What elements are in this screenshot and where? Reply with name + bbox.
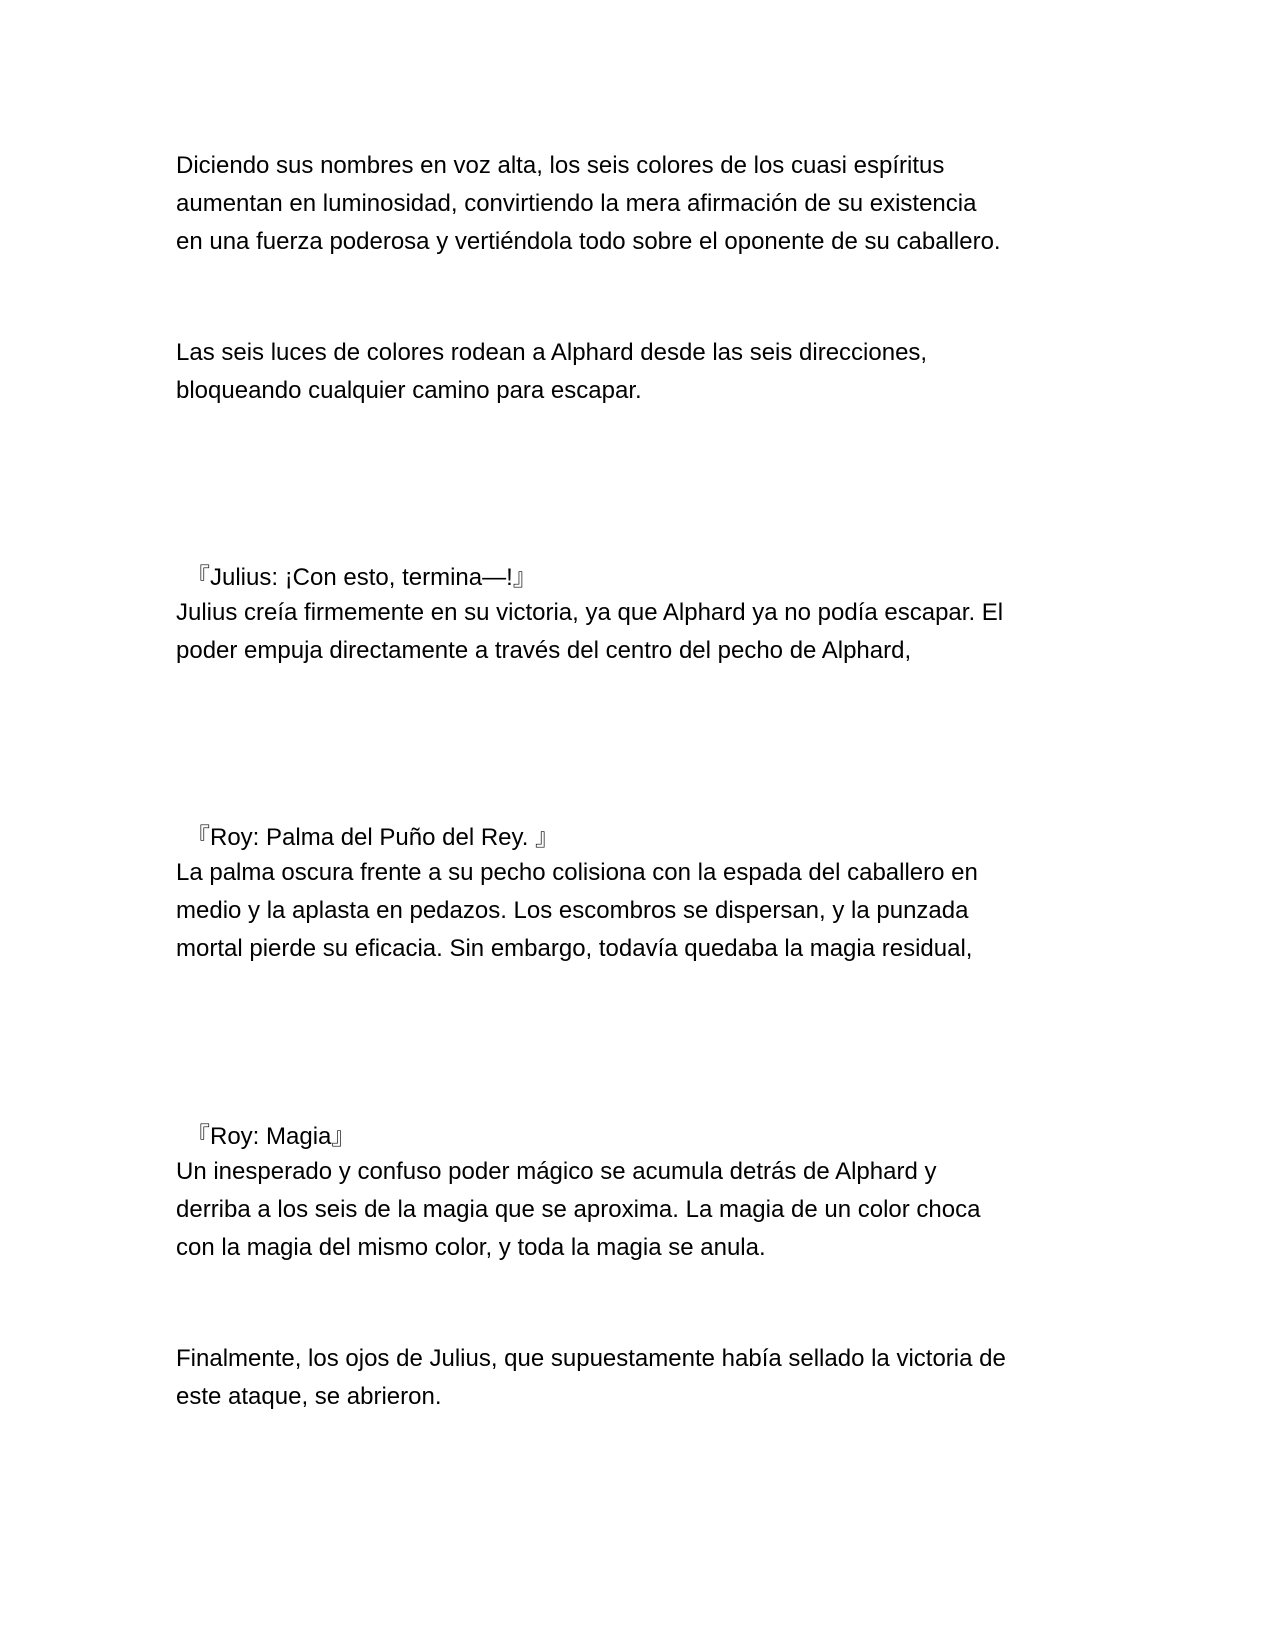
paragraph	[176, 147, 1106, 261]
text-line: poder empuja directamente a través del centro del pecho de Alphard,	[176, 637, 912, 664]
paragraph	[176, 1340, 1106, 1416]
text-line: Julius creía firmemente en su victoria, ya que Alphard ya no podía escapar. El	[176, 599, 1004, 626]
text-line: Diciendo sus nombres en voz alta, los seis colores de los cuasi espíritus	[176, 152, 945, 179]
paragraph	[176, 1153, 1106, 1267]
text-line: con la magia del mismo color, y toda la magia se anula.	[176, 1234, 766, 1261]
text-line: aumentan en luminosidad, convirtiendo la mera afirmación de su existencia	[176, 190, 977, 217]
text-line: en una fuerza poderosa y vertiéndola todo sobre el oponente de su caballero.	[176, 228, 1001, 255]
paragraph	[176, 334, 1106, 410]
text-line: mortal pierde su eficacia. Sin embargo, todavía quedaba la magia residual,	[176, 935, 973, 962]
text-line: medio y la aplasta en pedazos. Los escombros se dispersan, y la punzada	[176, 897, 969, 924]
text-line: 『Roy: Palma del Puño del Rey. 』	[186, 824, 560, 851]
text-line: La palma oscura frente a su pecho colisiona con la espada del caballero en	[176, 859, 978, 886]
text-line: Las seis luces de colores rodean a Alphard desde las seis direcciones,	[176, 339, 928, 366]
text-line: este ataque, se abrieron.	[176, 1383, 442, 1410]
text-line: derriba a los seis de la magia que se aproxima. La magia de un color choca	[176, 1196, 981, 1223]
text-line: bloqueando cualquier camino para escapar.	[176, 377, 642, 404]
paragraph	[176, 594, 1106, 670]
text-line: 『Roy: Magia』	[186, 1123, 356, 1150]
text-line: 『Julius: ¡Con esto, termina—!』	[186, 564, 537, 591]
text-line: Finalmente, los ojos de Julius, que supuestamente había sellado la victoria de	[176, 1345, 1006, 1372]
text-line: Un inesperado y confuso poder mágico se acumula detrás de Alphard y	[176, 1158, 937, 1185]
paragraph	[176, 854, 1106, 968]
